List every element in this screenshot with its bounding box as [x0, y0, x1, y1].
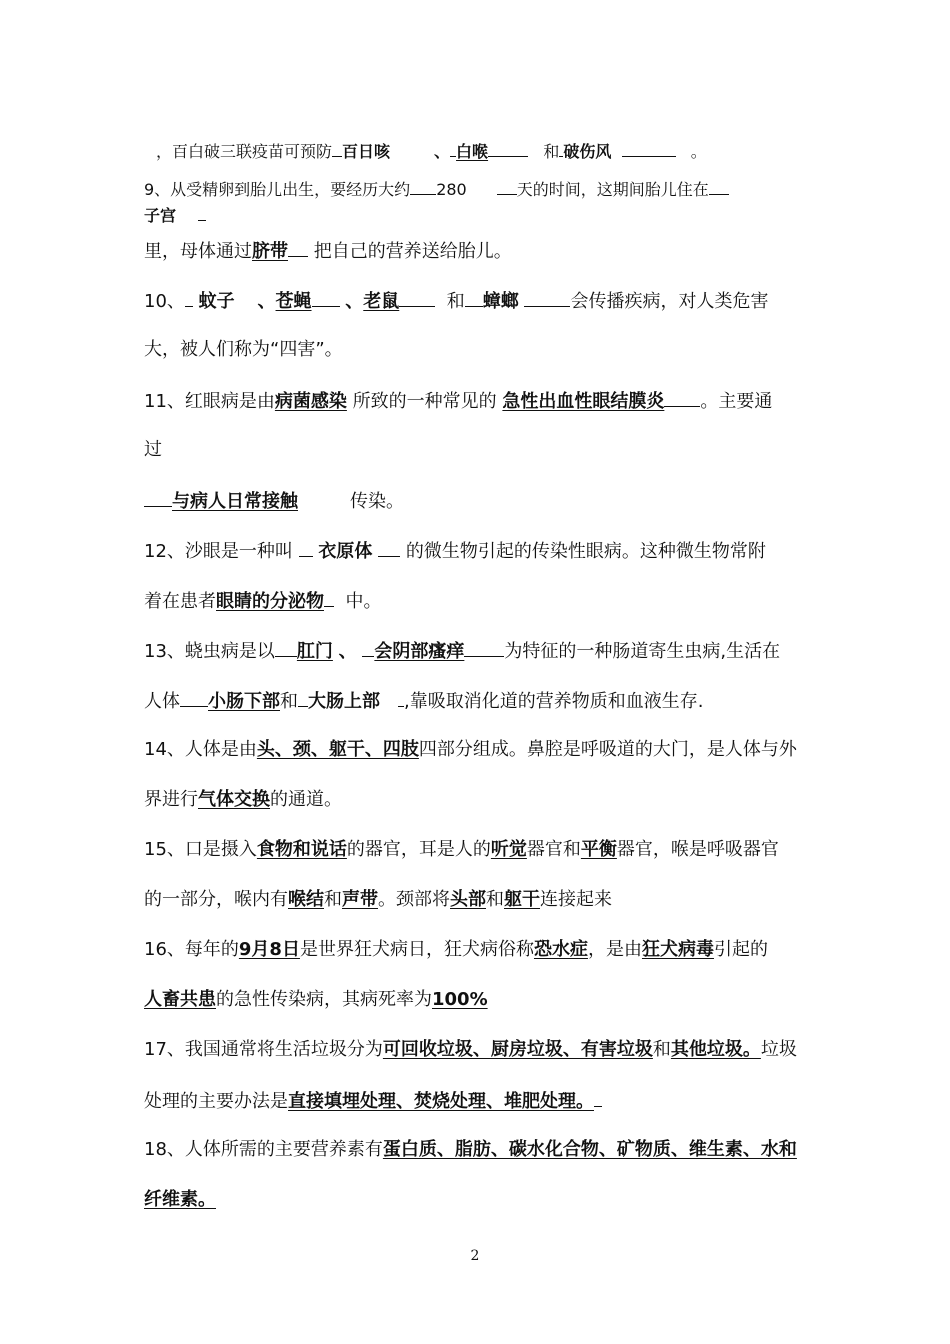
text-line: 大，被人们称为“四害”。 — [144, 339, 343, 360]
answer: 平衡 — [580, 839, 617, 860]
text-line: 的一部分，喉内有喉结和声带。颈部将头部和躯干连接起来 — [144, 889, 612, 910]
answer: 躯干 — [504, 889, 540, 910]
answer: 百日咳 — [342, 142, 391, 161]
text-line: ，百白破三联疫苗可预防 百日咳 、 白喉 和 破伤风 。 — [156, 138, 707, 164]
answer: 狂犬病毒 — [641, 939, 714, 960]
answer: 衣原体 — [318, 541, 373, 562]
answer: 人畜共患 — [144, 989, 216, 1010]
text-line — [144, 202, 206, 228]
text-line: 17、我国通常将生活垃圾分为可回收垃圾、厨房垃圾、有害垃圾和其他垃圾。垃圾 — [144, 1039, 797, 1060]
text-line: 界进行气体交换的通道。 — [144, 789, 342, 810]
text-line: 处理的主要办法是直接填埋处理、焚烧处理、堆肥处理。 — [144, 1088, 602, 1114]
answer: 头、颈、躯干、四肢 — [256, 739, 419, 760]
answer: 声带 — [342, 889, 378, 910]
answer: 白喉 — [456, 142, 489, 161]
text-line: 9、从受精卵到胎儿出生，要经历大约 280 天的时间，这期间胎儿住在 — [144, 176, 729, 202]
text-line: 11、红眼病是由病菌感染 所致的一种常见的 急性出血性眼结膜炎 。主要通 — [144, 388, 772, 414]
text-line: 与病人日常接触 传染。 — [144, 488, 404, 514]
answer: 肛门 — [296, 641, 333, 662]
answer: 蟑螂 — [482, 291, 519, 312]
text-line: 13、蛲虫病是以 肛门 、 会阴部瘙痒 为特征的一种肠道寄生虫病,生活在 — [144, 638, 780, 664]
answer: 气体交换 — [198, 789, 270, 810]
answer: 脐带 — [252, 241, 288, 262]
text-line: 16、每年的9月8日是世界狂犬病日，狂犬病俗称恐水症，是由狂犬病毒引起的 — [144, 939, 768, 960]
answer: 直接填埋处理、焚烧处理、堆肥处理。 — [288, 1091, 594, 1112]
answer: 大肠上部 — [308, 691, 380, 712]
answer: 破伤风 — [563, 142, 612, 161]
answer: 蛋白质、脂肪、碳水化合物、矿物质、维生素、水和 — [382, 1139, 797, 1160]
answer: 280 — [436, 180, 467, 199]
answer: 病菌感染 — [274, 391, 347, 412]
answer: 恐水症 — [533, 939, 588, 960]
answer: 9月8日 — [238, 939, 300, 960]
page-number: 2 — [470, 1248, 480, 1264]
answer: 其他垃圾。 — [670, 1039, 761, 1060]
answer: 蚊子 — [198, 291, 235, 312]
answer: 小肠下部 — [208, 691, 280, 712]
answer: 100% — [432, 989, 488, 1010]
answer: 急性出血性眼结膜炎 — [502, 391, 665, 412]
text-line: 着在患者眼睛的分泌物 中。 — [144, 588, 381, 614]
text-line: 18、人体所需的主要营养素有蛋白质、脂肪、碳水化合物、矿物质、维生素、水和 — [144, 1139, 797, 1160]
answer: 听觉 — [490, 839, 527, 860]
answer: 会阴部瘙痒 — [374, 641, 465, 662]
text-line: 10、 蚊子 、苍蝇 、老鼠 和 蟑螂 会传播疾病，对人类危害 — [144, 288, 768, 314]
text-line: 里，母体通过脐带 把自己的营养送给胎儿。 — [144, 238, 512, 264]
answer: 子宫 — [144, 206, 177, 225]
answer: 眼睛的分泌物 — [216, 591, 324, 612]
text-line: 15、口是摄入食物和说话的器官，耳是人的听觉器官和平衡器官，喉是呼吸器官 — [144, 839, 779, 860]
answer: 老鼠 — [363, 291, 400, 312]
answer: 食物和说话 — [256, 839, 347, 860]
answer: 纤维素。 — [144, 1189, 216, 1210]
text-line: 人体 小肠下部和 大肠上部 ,靠吸取消化道的营养物质和血液生存. — [144, 688, 703, 714]
answer: 苍蝇 — [275, 291, 312, 312]
answer: 与病人日常接触 — [172, 491, 298, 512]
text-line: 过 — [144, 439, 162, 460]
answer: 头部 — [450, 889, 486, 910]
text-line — [144, 1188, 216, 1212]
text-line: 12、沙眼是一种叫 衣原体 的微生物引起的传染性眼病。这种微生物常附 — [144, 538, 766, 564]
answer: 可回收垃圾、厨房垃圾、有害垃圾 — [382, 1039, 653, 1060]
text-line: 14、人体是由头、颈、躯干、四肢四部分组成。鼻腔是呼吸道的大门，是人体与外 — [144, 739, 797, 760]
answer: 喉结 — [288, 889, 324, 910]
text-line: 人畜共患的急性传染病，其病死率为100% — [144, 989, 488, 1010]
